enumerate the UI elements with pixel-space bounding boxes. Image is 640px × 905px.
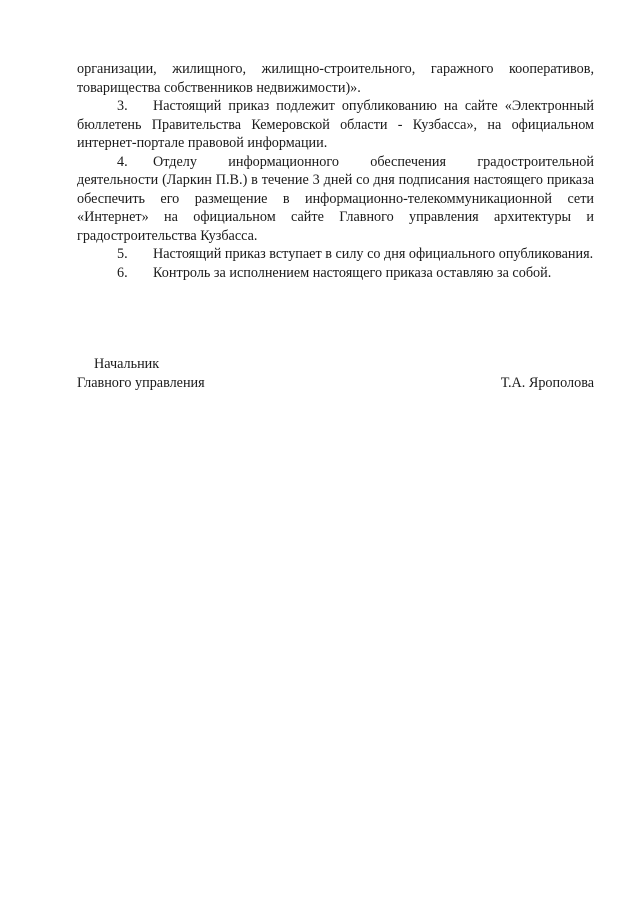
signature-title-line2: Главного управления <box>77 374 205 391</box>
item-4-number: 4. <box>117 153 128 170</box>
document-body <box>77 60 594 282</box>
item-4-paragraph <box>77 153 594 246</box>
item-6-text: Контроль за исполнением настоящего приказа оставляю за собой. <box>153 264 552 281</box>
item-3-text: Настоящий приказ подлежит опубликованию на сайте «Электронный бюллетень Правительства Кемеровской области - Кузбасса», на официальном интернет-портале правовой информации. <box>77 98 594 151</box>
signatory-name: Т.А. Ярополова <box>500 374 594 391</box>
item-6-number: 6. <box>117 264 128 281</box>
item-3-number: 3. <box>117 98 128 114</box>
signature-block <box>77 355 594 392</box>
item-5-number: 5. <box>117 246 128 262</box>
continuation-paragraph <box>77 60 594 97</box>
signature-row <box>77 374 594 393</box>
item-6-paragraph <box>77 264 594 283</box>
item-3-paragraph <box>77 97 594 153</box>
item-5-paragraph <box>77 245 594 264</box>
signature-title-line1: Начальник <box>94 356 160 372</box>
item-5-text: Настоящий приказ вступает в силу со дня официального опубликования. <box>153 246 594 262</box>
continuation-text: организации, жилищного, жилищно-строительного, гаражного кооперативов, товарищества собственников недвижимости)». <box>77 61 594 96</box>
item-4-text: Отделу информационного обеспечения градостроительной деятельности (Ларкин П.В.) в течение 3 дней со дня подписания настоящего приказа обеспечить его размещение в информационно-телекоммуникационной сети «Интернет» на официальном сайте Главного управления архитектуры и градостроительства Кузбасса. <box>77 153 594 244</box>
